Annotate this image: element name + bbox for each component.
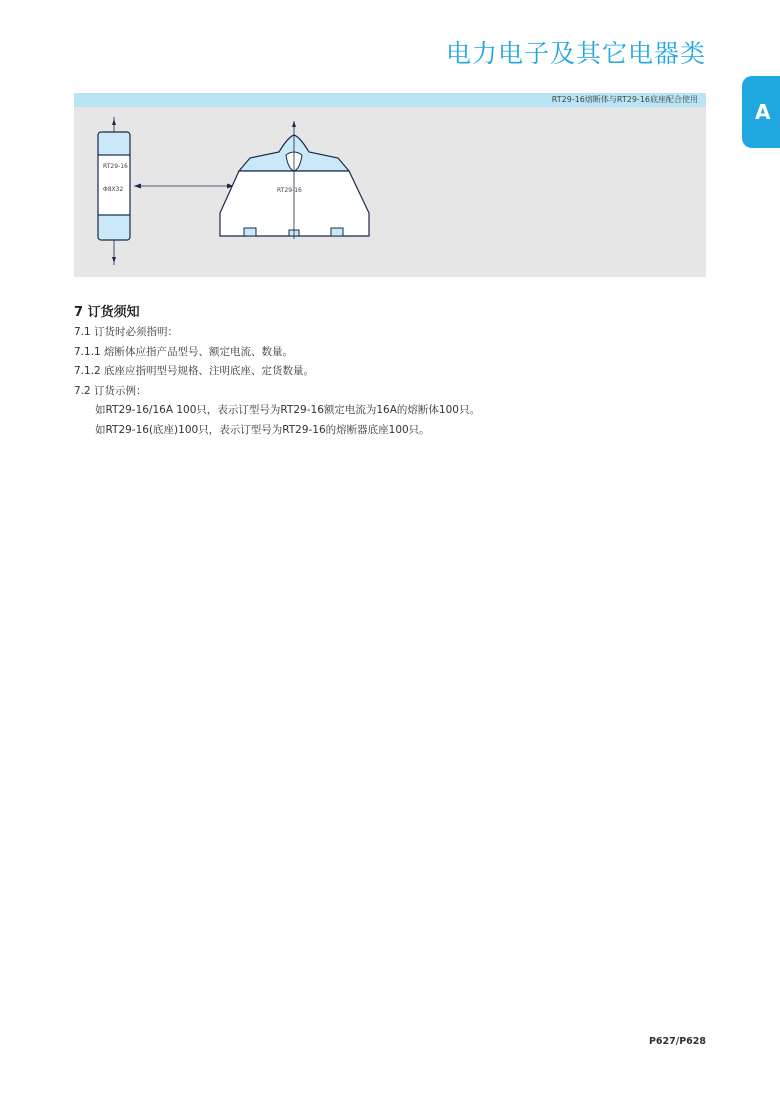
section-tab-a[interactable]: A [742,76,780,148]
fuse-size-label: Φ8X32 [103,186,124,193]
ordering-line: 7.1.2 底座应指明型号规格、注明底座、定货数量。 [74,365,315,377]
fuse-model-label: RT29-16 [103,163,128,170]
page-number: P627/P628 [648,1036,706,1047]
ordering-example: 如RT29-16(底座)100只，表示订型号为RT29-16的熔断器底座100只。 [95,423,430,436]
ordering-section [74,305,706,440]
ordering-example: 如RT29-16/16A 100只，表示订型号为RT29-16额定电流为16A的熔断体100只。 [95,404,480,416]
base-model-label: RT29-16 [277,187,302,194]
fuse-base-drawing [220,121,369,239]
ordering-line: 7.2 订货示例： [74,384,147,397]
figure-panel [74,93,706,277]
fuse-link-drawing [98,117,130,265]
insertion-arrow [134,184,234,189]
ordering-line: 7.1 订货时必须指明： [74,326,179,338]
figure-caption: RT29-16熔断体与RT29-16底座配合使用 [74,93,706,107]
ordering-title: 7 订货须知 [74,305,140,320]
ordering-line: 7.1.1 熔断体应指产品型号、额定电流、数量。 [74,345,294,358]
fuse-assembly-diagram [74,107,706,277]
page-header-title: 电力电子及其它电器类 [445,39,706,68]
